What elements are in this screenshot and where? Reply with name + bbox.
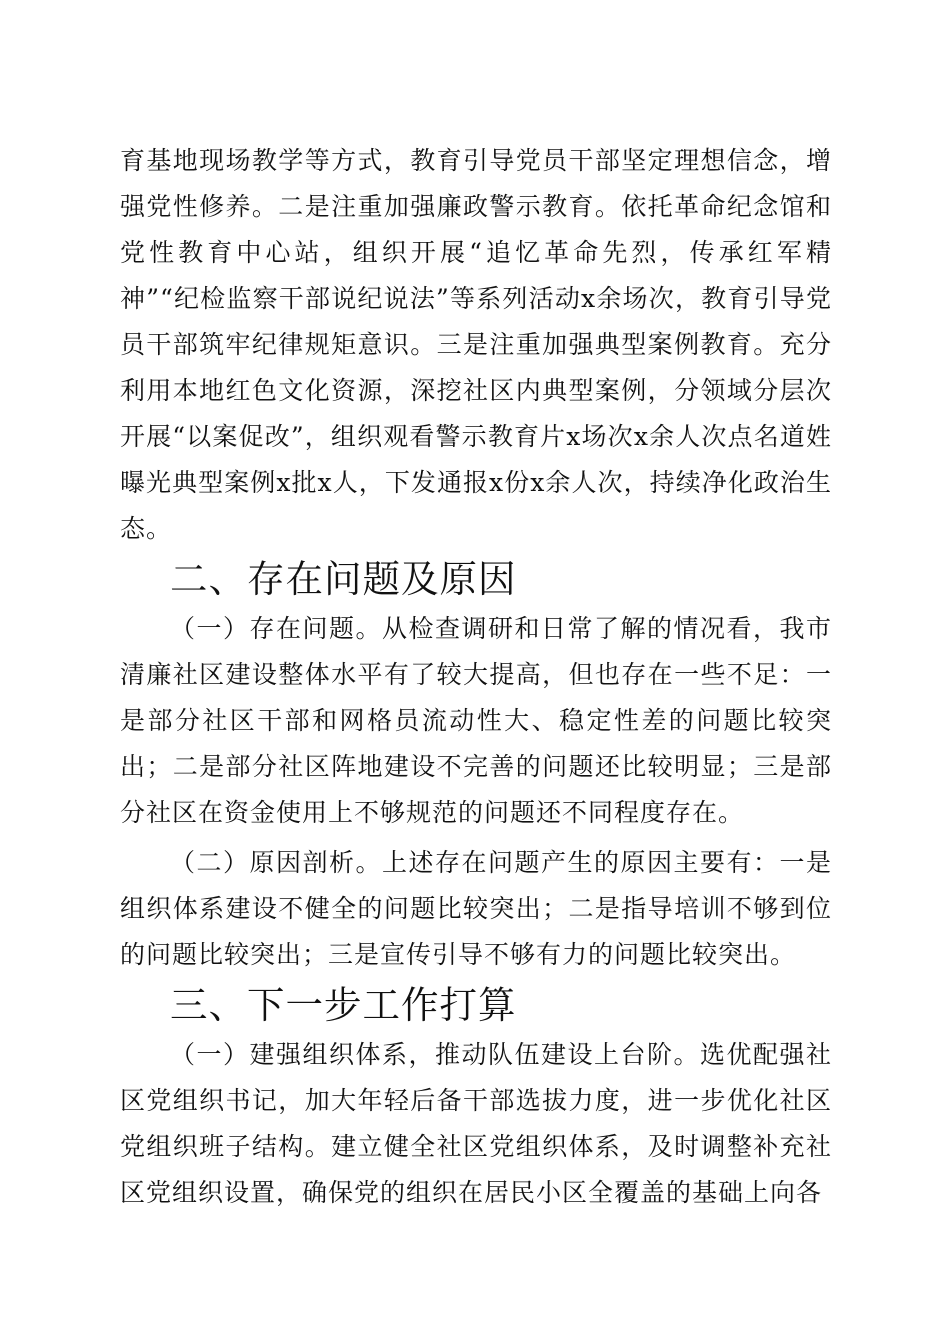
paragraph-lead-cause-analysis: （二）原因剖析。: [170, 848, 382, 877]
paragraph-body-organization-system: 选优配强社区党组织书记，加大年轻后备干部选拔力度，进一步优化社区党组织班子结构。建立健全社区党组织体系，及时调整补充社区党组织设置，确保党的组织在居民小区全覆盖的基础上向各: [120, 1040, 832, 1207]
document-body: [120, 138, 832, 1216]
section-heading-next-steps: 三、下一步工作打算: [170, 983, 517, 1027]
paragraph-cause-analysis: [120, 840, 832, 978]
paragraph-continued: 育基地现场教学等方式，教育引导党员干部坚定理想信念，增强党性修养。二是注重加强廉政警示教育。依托革命纪念馆和党性教育中心站，组织开展“追忆革命先烈，传承红军精神”“纪检监察干部说纪说法”等系列活动x余场次，教育引导党员干部筑牢纪律规矩意识。三是注重加强典型案例教育。充分利用本地红色文化资源，深挖社区内典型案例，分领域分层次开展“以案促改”，组织观看警示教育片x场次x余人次点名道姓曝光典型案例x批x人，下发通报x份x余人次，持续净化政治生态。: [120, 146, 832, 543]
paragraph-lead-existing-problems: （一）存在问题。: [170, 614, 382, 643]
paragraph-body-cause-analysis: 上述存在问题产生的原因主要有：一是组织体系建设不健全的问题比较突出；二是指导培训不够到位的问题比较突出；三是宣传引导不够有力的问题比较突出。: [120, 848, 832, 969]
section-heading-problems: 二、存在问题及原因: [170, 557, 517, 601]
paragraph-organization-system: [120, 1032, 832, 1216]
paragraph-lead-organization-system: （一）建强组织体系，推动队伍建设上台阶。: [170, 1040, 700, 1069]
paragraph-existing-problems: [120, 606, 832, 836]
paragraph-body-existing-problems: 从检查调研和日常了解的情况看，我市清廉社区建设整体水平有了较大提高，但也存在一些不足：一是部分社区干部和网格员流动性大、稳定性差的问题比较突出；二是部分社区阵地建设不完善的问题还比较明显；三是部分社区在资金使用上不够规范的问题还不同程度存在。: [120, 614, 832, 827]
